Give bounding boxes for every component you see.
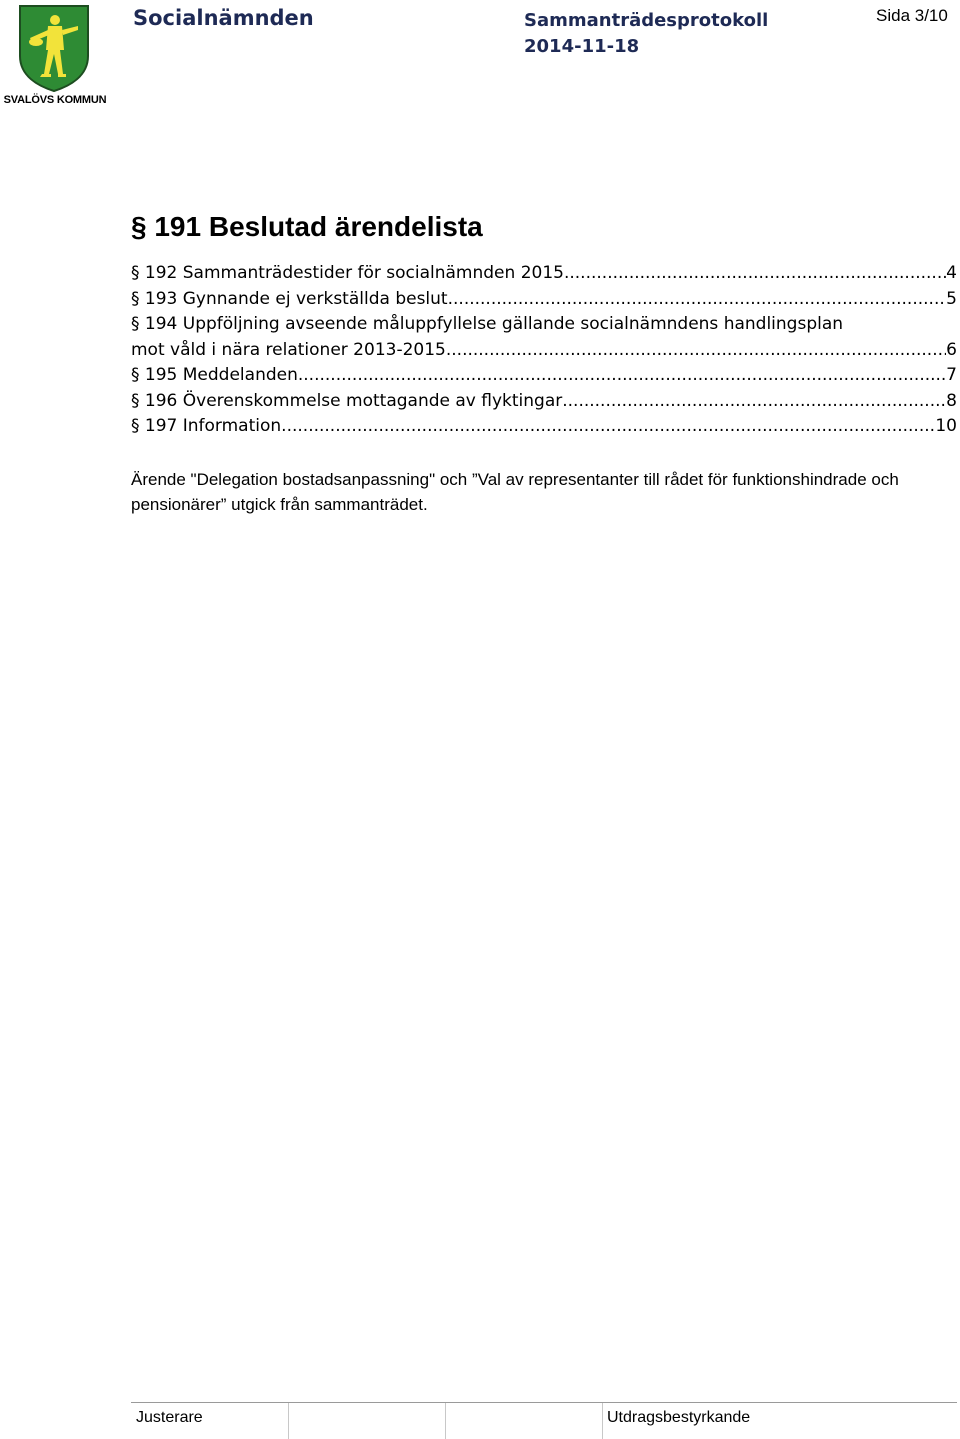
- logo-caption: SVALÖVS KOMMUN: [3, 94, 107, 106]
- paragraph-symbol: §: [131, 288, 140, 309]
- document-type: Sammanträdesprotokoll: [524, 10, 769, 31]
- signature-cell: [131, 1403, 289, 1439]
- toc-entry[interactable]: [131, 363, 957, 389]
- toc-leader-dots: [446, 338, 946, 364]
- paragraph-symbol: §: [131, 263, 140, 283]
- section-title-text: 191 Beslutad ärendelista: [154, 211, 483, 242]
- toc-entry-label: 193 Gynnande ej verkställda beslut: [144, 288, 448, 309]
- coat-of-arms-icon: [18, 4, 90, 92]
- paragraph-symbol: §: [131, 314, 140, 334]
- paragraph-symbol: §: [131, 365, 140, 385]
- toc-entry-label: 192 Sammanträdestider för socialnämnden 2015: [144, 263, 564, 283]
- paragraph-symbol: §: [131, 390, 140, 411]
- toc-entry[interactable]: [131, 312, 957, 363]
- toc-entry-page: 5: [946, 288, 957, 309]
- toc-entry-label: 196 Överenskommelse mottagande av flyktingar: [144, 390, 563, 411]
- adjuster-label: Justerare: [136, 1409, 203, 1426]
- page-number: Sida 3/10: [876, 6, 948, 25]
- toc-entry[interactable]: [131, 414, 957, 440]
- signature-cell: [445, 1403, 603, 1439]
- toc-leader-dots: [281, 414, 935, 440]
- certification-label: Utdragsbestyrkande: [607, 1409, 751, 1426]
- committee-name: Socialnämnden: [133, 6, 314, 30]
- signature-cell: [602, 1403, 957, 1439]
- toc-entry-label: 194 Uppföljning avseende måluppfyllelse gällande socialnämndens handlingsplan: [144, 314, 844, 334]
- document-heading: [524, 8, 768, 60]
- toc-entry-page: 6: [946, 339, 957, 360]
- toc-entry-page: 4: [946, 263, 957, 283]
- meeting-date: 2014-11-18: [524, 36, 640, 57]
- agenda-list: [131, 261, 957, 440]
- toc-entry-label: 195 Meddelanden: [144, 365, 298, 385]
- toc-entry-label-continued: mot våld i nära relationer 2013-2015: [131, 339, 446, 360]
- toc-entry-label: 197 Information: [144, 416, 282, 436]
- municipal-logo: [0, 2, 110, 108]
- toc-entry-page: 8: [946, 390, 957, 411]
- removed-items-note: Ärende "Delegation bostadsanpassning" och ”Val av representanter till rådet för funktionshindrade och pensionärer” utgick från sammanträdet.: [131, 470, 899, 514]
- toc-leader-dots: [298, 363, 946, 389]
- signature-cell: [288, 1403, 446, 1439]
- section-title: [131, 211, 483, 243]
- toc-leader-dots: [564, 261, 946, 287]
- signature-footer: [131, 1402, 957, 1439]
- paragraph-symbol: §: [131, 416, 140, 436]
- toc-entry[interactable]: [131, 261, 957, 287]
- toc-leader-dots: [562, 389, 946, 415]
- toc-entry[interactable]: [131, 389, 957, 415]
- toc-leader-dots: [448, 287, 947, 313]
- toc-entry-page: 7: [946, 365, 957, 385]
- paragraph-symbol: §: [131, 211, 147, 242]
- toc-entry-page: 10: [935, 416, 957, 436]
- toc-entry[interactable]: [131, 287, 957, 313]
